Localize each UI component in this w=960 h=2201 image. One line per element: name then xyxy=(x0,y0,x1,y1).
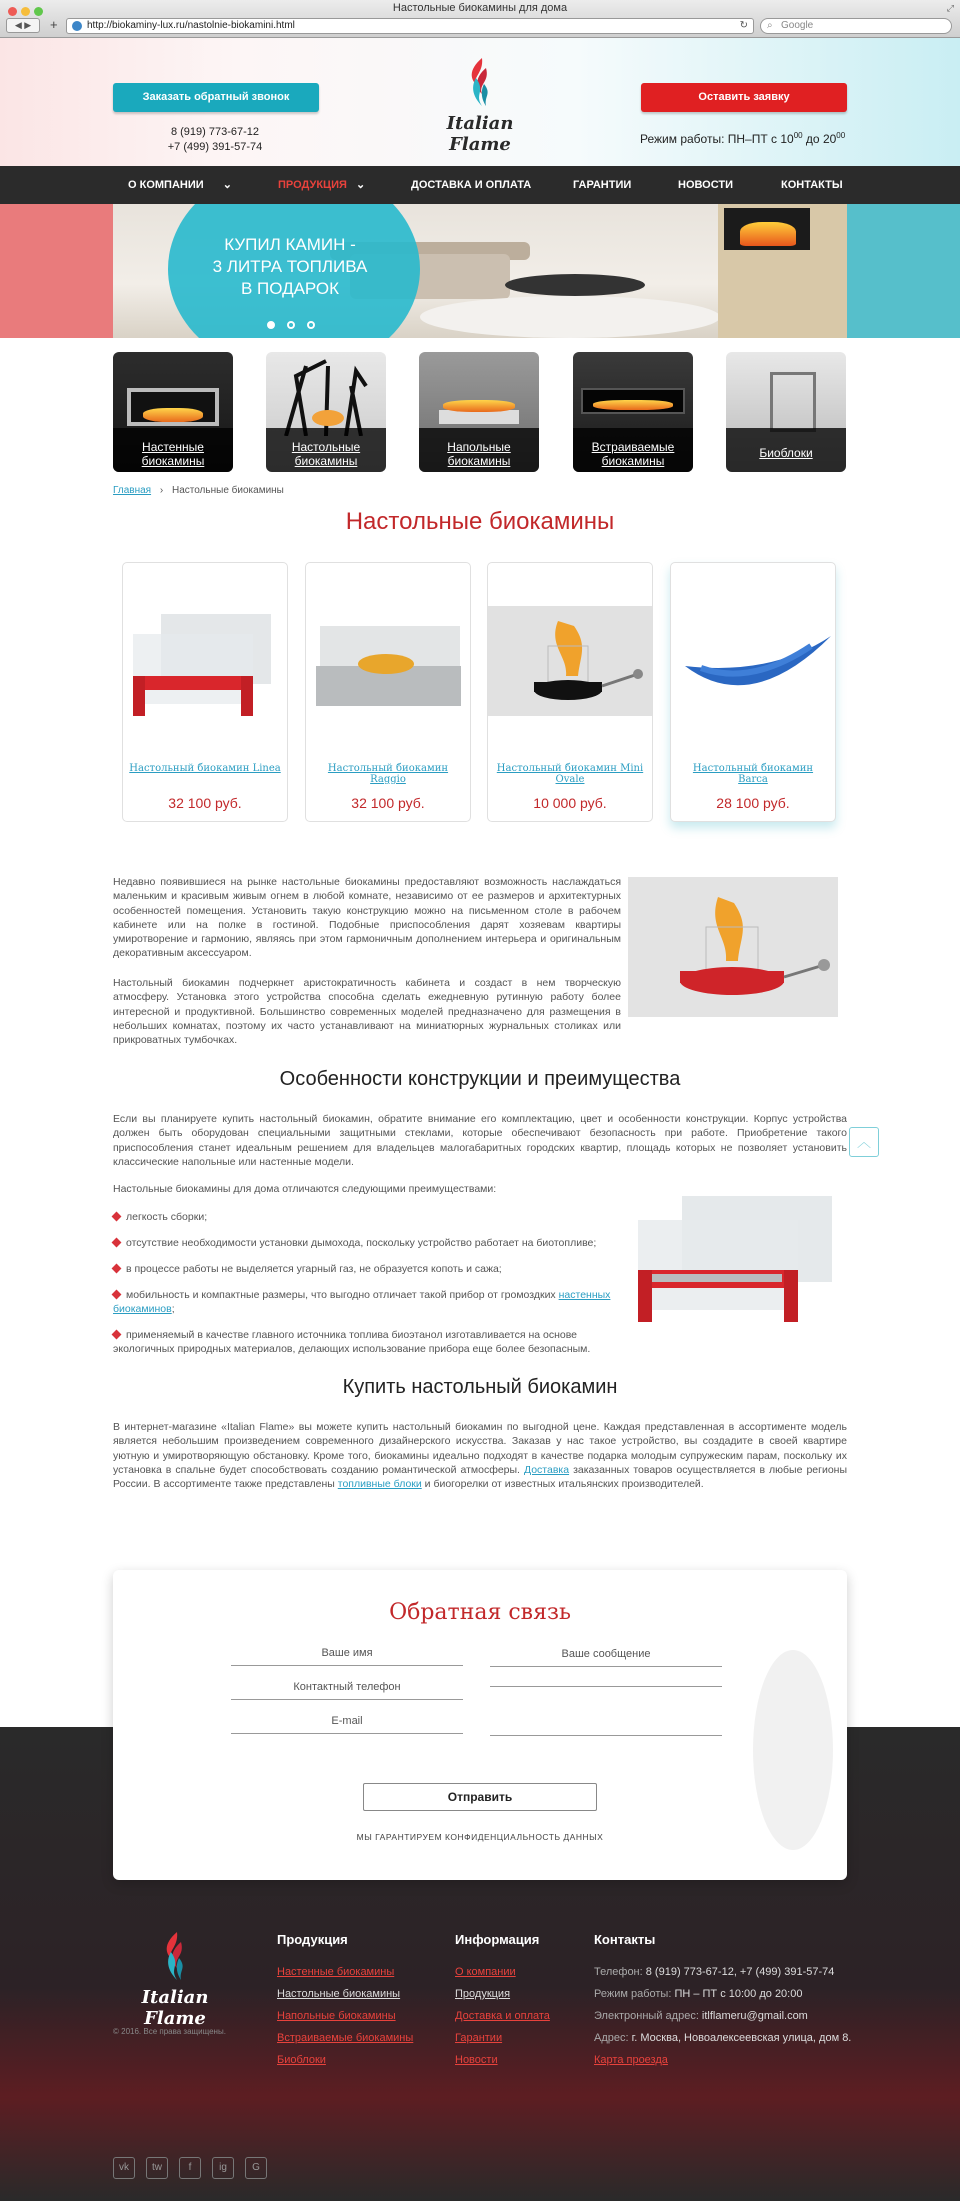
product-image xyxy=(123,606,287,716)
footer-link[interactable]: Напольные биокамины xyxy=(277,2010,396,2022)
buy-paragraph: В интернет-магазине «Italian Flame» вы можете купить настольный биокамин по выгодной цене. Каждая представленная в ассортименте модель является небольшим произведением современного дизайнерского искусства. Заказав у нас такое устройство, вы создадите в своей квартире уютную и умиротворяющую обстановку. Кроме того, биокамины идеально подходят в качестве подарка молодым супружеским парам, поскольку их установка в спальне будет способствовать созданию романтической атмосферы. Доставка заказанных товаров осуществляется в любые регионы России. В ассортименте также представлены топливные блоки и биогорелки от известных итальянских производителей. xyxy=(113,1421,847,1491)
banner-text: КУПИЛ КАМИН - 3 ЛИТРА ТОПЛИВА В ПОДАРОК xyxy=(212,235,368,298)
footer-link[interactable]: Гарантии xyxy=(455,2032,503,2044)
diamond-bullet-icon xyxy=(112,1264,122,1274)
twitter-icon[interactable]: tw xyxy=(146,2157,168,2179)
category-label: Встраиваемые биокамины xyxy=(591,440,675,468)
fullscreen-icon[interactable]: ⤢ xyxy=(946,3,954,13)
email-field[interactable]: E-mail xyxy=(231,1710,463,1734)
footer-contacts-column xyxy=(594,1932,851,2071)
product-name[interactable]: Настольный биокамин Raggio xyxy=(327,763,449,785)
category-fire xyxy=(593,400,673,410)
url-text: http://biokaminy-lux.ru/nastolnie-biokamini.html xyxy=(87,20,295,31)
order-button[interactable]: Оставить заявку xyxy=(641,83,847,112)
section-heading-features: Особенности конструкции и преимущества xyxy=(279,1068,681,1090)
form-title: Обратная связь xyxy=(389,1600,571,1625)
category-image xyxy=(439,410,519,424)
footer-link[interactable]: Настенные биокамины xyxy=(277,1966,395,1978)
reload-icon[interactable]: ↻ xyxy=(739,20,748,31)
logo-text: Italian Flame xyxy=(446,113,514,155)
link-delivery[interactable]: Доставка xyxy=(523,1463,570,1476)
main-nav xyxy=(0,166,960,204)
intro-paragraph-1: Недавно появившиеся на рынке настольные биокамины предоставляют возможность наслаждаться маленьким и красивым живым огнем в любой комнате, независимо от ее размеров и архитектурных особенностей помещения. Установить такую конструкцию можно на письменном столе в рабочем кабинете или на полке в гостиной. Подобные приспособления дарят хозяевам квартиры умиротворение и гармонию, являясь при этом гармоничным дополнением интерьера и оригинальным декоративным аксессуаром. xyxy=(113,876,621,960)
list-item: отсутствие необходимости установки дымохода, поскольку устройство работает на биотопливе; xyxy=(113,1236,621,1250)
footer-link[interactable]: Биоблоки xyxy=(277,2054,326,2066)
footer-column-title: Продукция xyxy=(277,1932,348,1947)
footer-logo-text: Italian Flame xyxy=(141,1987,209,2029)
privacy-note: МЫ ГАРАНТИРУЕМ КОНФИДЕНЦИАЛЬНОСТЬ ДАННЫХ xyxy=(356,1832,604,1842)
scroll-up-button[interactable] xyxy=(849,1127,879,1157)
nav-item-guarantees[interactable]: ГАРАНТИИ xyxy=(573,179,632,191)
footer-link[interactable]: Новости xyxy=(455,2054,498,2066)
address-bar[interactable] xyxy=(66,18,754,34)
phone-2[interactable]: +7 (499) 391-57-74 xyxy=(167,141,263,153)
name-field[interactable]: Ваше имя xyxy=(231,1642,463,1666)
product-name[interactable]: Настольный биокамин Mini Ovale xyxy=(496,763,644,785)
footer-link[interactable]: Продукция xyxy=(455,1988,511,2000)
banner-left-overlay xyxy=(0,204,113,338)
header-phones xyxy=(150,125,280,155)
category-image xyxy=(266,356,386,436)
footer-link[interactable]: Доставка и оплата xyxy=(455,2010,550,2022)
callback-button[interactable]: Заказать обратный звонок xyxy=(113,83,319,112)
intro-paragraph-2: Настольный биокамин подчеркнет аристократичность кабинета и создаст в нем творческую атмосферу. Установка этого устройства способна сделать ежедневную рутинную работу более интересной и продуктивной. Большинство современных моделей предназначено для размещения в небольших комнатах, поэтому их часто устанавливают на миниатюрных журнальных столиках или прикроватных тумбочках. xyxy=(113,977,621,1047)
section-heading-buy: Купить настольный биокамин xyxy=(342,1376,618,1398)
product-price: 28 100 руб. xyxy=(716,795,790,811)
diamond-bullet-icon xyxy=(112,1330,122,1340)
footer-info-column xyxy=(455,1932,550,2071)
category-fire xyxy=(443,400,515,412)
banner-fire xyxy=(740,222,796,246)
product-price: 32 100 руб. xyxy=(168,795,242,811)
phone-field[interactable]: Контактный телефон xyxy=(231,1676,463,1700)
footer-link[interactable]: Настольные биокамины xyxy=(277,1988,401,2000)
chevron-down-icon: ⌄ xyxy=(222,179,232,191)
slider-dot[interactable] xyxy=(287,321,295,329)
instagram-icon[interactable]: ig xyxy=(212,2157,234,2179)
breadcrumb xyxy=(113,485,284,496)
footer-products-column xyxy=(277,1932,413,2071)
chevron-down-icon: ⌄ xyxy=(355,179,366,191)
product-card[interactable] xyxy=(487,562,653,822)
category-fire xyxy=(143,408,203,422)
features-paragraph: Если вы планируете купить настольный биокамин, обратите внимание его комплектацию, цвет и особенности конструкции. Корпус устройства должен быть оборудован специальными защитными стеклами, которые обеспечивают безопасность при работе. Приобретение такого приспособления станет идеальным решением для владельцев малогабаритных городских квартир, площадь которых не позволяет установить классические напольные или настенные модели. xyxy=(113,1113,847,1168)
footer-column-title: Информация xyxy=(455,1932,540,1947)
features-intro: Настольные биокамины для дома отличаются следующими преимуществами: xyxy=(113,1183,497,1195)
breadcrumb-home[interactable]: Главная xyxy=(113,485,152,496)
vk-icon[interactable]: vk xyxy=(113,2157,135,2179)
product-card[interactable] xyxy=(670,562,836,822)
submit-button[interactable]: Отправить xyxy=(363,1783,597,1811)
product-image xyxy=(488,606,652,716)
message-line xyxy=(490,1686,722,1687)
breadcrumb-current: Настольные биокамины xyxy=(171,485,284,496)
globe-icon xyxy=(72,21,82,31)
category-table[interactable] xyxy=(266,352,386,472)
site-logo[interactable] xyxy=(418,56,542,155)
category-bioblocks[interactable] xyxy=(726,352,846,472)
product-card[interactable] xyxy=(305,562,471,822)
slider-dot[interactable] xyxy=(267,321,275,329)
footer-link[interactable]: Встраиваемые биокамины xyxy=(277,2032,414,2044)
product-card[interactable] xyxy=(122,562,288,822)
phone-1[interactable]: 8 (919) 773-67-12 xyxy=(170,126,260,138)
google-plus-icon[interactable]: G xyxy=(245,2157,267,2179)
slider-dot[interactable] xyxy=(307,321,315,329)
footer-email: Электронный адрес: itlflameru@gmail.com xyxy=(594,2010,808,2022)
back-forward-buttons[interactable]: ◀ ▶ xyxy=(6,18,40,33)
flame-logo-icon xyxy=(460,56,500,108)
chevron-right-icon: › xyxy=(159,485,164,496)
footer-column-title: Контакты xyxy=(594,1932,656,1947)
copyright: © 2016. Все права защищены. xyxy=(113,2027,226,2036)
window-title: Настольные биокамины для дома xyxy=(392,2,568,14)
nav-item-products[interactable]: ПРОДУКЦИЯ ⌄ xyxy=(278,179,366,191)
product-price: 32 100 руб. xyxy=(351,795,425,811)
nav-item-delivery[interactable]: ДОСТАВКА И ОПЛАТА xyxy=(411,179,532,191)
nav-item-news[interactable]: НОВОСТИ xyxy=(678,179,734,191)
browser-chrome xyxy=(0,0,960,38)
list-item: мобильность и компактные размеры, что выгодно отличает такой прибор от громоздких настенных биокаминов; xyxy=(113,1289,611,1315)
nav-item-contacts[interactable]: КОНТАКТЫ xyxy=(781,179,843,191)
diamond-bullet-icon xyxy=(112,1238,122,1248)
category-label: Напольные биокамины xyxy=(447,440,511,468)
feedback-form xyxy=(113,1570,847,1880)
product-name[interactable]: Настольный биокамин Barca xyxy=(692,763,814,785)
features-product-image xyxy=(632,1190,842,1326)
diamond-bullet-icon xyxy=(112,1290,122,1300)
diamond-bullet-icon xyxy=(112,1212,122,1222)
search-icon: ⌕ xyxy=(767,20,773,31)
footer-address: Адрес: г. Москва, Новоалексеевская улица, дом 8. xyxy=(594,2032,852,2044)
category-image xyxy=(770,372,816,432)
product-price: 10 000 руб. xyxy=(533,795,607,811)
link-fuel-blocks[interactable]: топливные блоки xyxy=(337,1478,422,1491)
intro-product-image xyxy=(628,877,838,1017)
footer-hours: Режим работы: ПН – ПТ с 10:00 до 20:00 xyxy=(594,1988,803,2000)
flame-watermark-icon xyxy=(753,1650,833,1850)
slider-dots[interactable] xyxy=(267,316,327,334)
category-label: Настольные биокамины xyxy=(291,440,361,468)
footer-logo[interactable] xyxy=(113,1930,237,2029)
chevron-up-icon: ︿ xyxy=(857,1134,871,1150)
category-wall[interactable] xyxy=(113,352,233,472)
list-item: легкость сборки; xyxy=(113,1210,621,1224)
footer-map-link[interactable]: Карта проезда xyxy=(594,2054,668,2066)
nav-item-about[interactable]: О КОМПАНИИ ⌄ xyxy=(128,179,232,191)
message-field[interactable]: Ваше сообщение xyxy=(490,1644,722,1736)
product-image xyxy=(306,606,470,716)
flame-logo-icon xyxy=(155,1930,195,1982)
banner-rug xyxy=(420,296,720,338)
message-line xyxy=(490,1666,722,1667)
page-title: Настольные биокамины xyxy=(345,508,615,535)
product-name[interactable]: Настольный биокамин Linea xyxy=(129,763,281,774)
site-header xyxy=(0,38,960,166)
search-placeholder: Google xyxy=(781,20,814,31)
category-label: Биоблоки xyxy=(759,446,813,460)
banner-right-overlay xyxy=(847,204,960,338)
list-item: применяемый в качестве главного источника топлива биоэтанол изготавливается на основе экологичных природных материалов, делающих использование прибора еще более безопасным. xyxy=(113,1329,591,1355)
link-wall-biofireplaces-2[interactable]: биокаминов xyxy=(113,1303,172,1315)
browser-search-input[interactable] xyxy=(760,18,952,34)
list-item: в процессе работы не выделяется угарный газ, не образуется копоть и сажа; xyxy=(113,1262,621,1276)
category-label: Настенные биокамины xyxy=(141,440,205,468)
footer-link[interactable]: О компании xyxy=(455,1966,516,1978)
product-image xyxy=(671,606,835,716)
category-floor[interactable] xyxy=(419,352,539,472)
add-bookmark-icon[interactable]: + xyxy=(50,17,58,32)
banner-table xyxy=(505,274,645,296)
working-hours: Режим работы: ПН–ПТ с $10^{00}$ до $20^{00}$ xyxy=(640,131,846,146)
footer-phone: Телефон: 8 (919) 773-67-12, +7 (499) 391-57-74 xyxy=(594,1966,835,1978)
link-wall-biofireplaces[interactable]: настенных xyxy=(558,1289,611,1301)
category-builtin[interactable] xyxy=(573,352,693,472)
promo-banner[interactable] xyxy=(0,204,960,338)
facebook-icon[interactable]: f xyxy=(179,2157,201,2179)
